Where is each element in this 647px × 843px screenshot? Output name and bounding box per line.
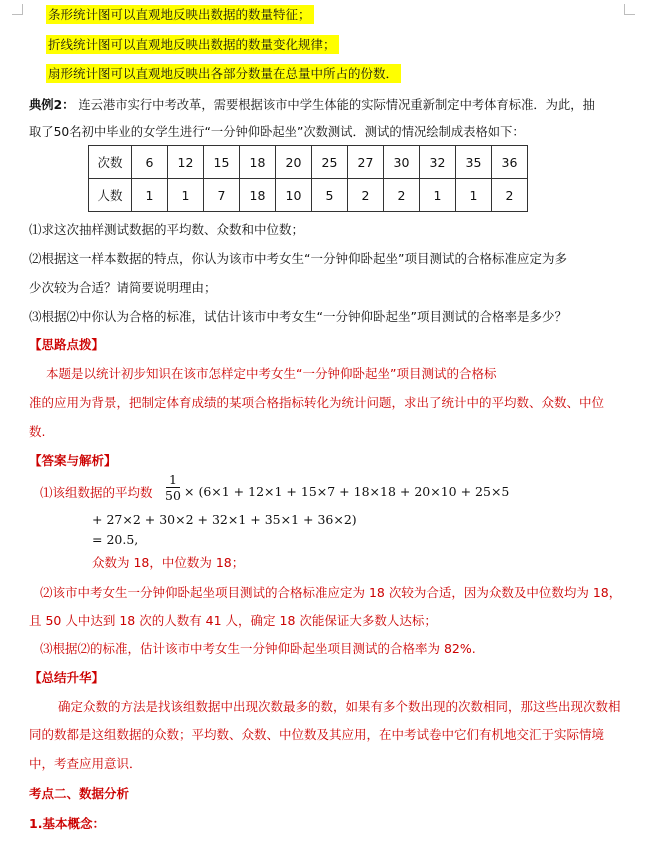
answer-2-line-2: 且 50 人中达到 18 次的人数有 41 人，确定 18 次能保证大多数人达标； — [29, 613, 437, 628]
equation-line-2: + 27×2 + 30×2 + 32×1 + 35×1 + 36×2) — [92, 512, 357, 527]
table-cell: 7 — [204, 179, 240, 212]
table-cell: 1 — [420, 179, 456, 212]
data-table — [88, 145, 528, 212]
table-cell: 6 — [132, 146, 168, 179]
table-cell: 18 — [240, 179, 276, 212]
summary-line-2: 同的数都是这组数据的众数；平均数、众数、中位数及其应用，在中考试卷中它们有机地交汇于实际情境 — [29, 727, 605, 742]
example-paragraph-line-2: 取了50名初中毕业的女学生进行“一分钟仰卧起坐”次数测试．测试的情况绘制成表格如下： — [29, 125, 525, 139]
question-1: ⑴求这次抽样测试数据的平均数、众数和中位数； — [29, 222, 305, 237]
section-title-answer: 【答案与解析】 — [29, 453, 117, 468]
bullet-bar-chart: 条形统计图可以直观地反映出数据的数量特征； — [46, 6, 314, 24]
tips-line-1: 本题是以统计初步知识在该市怎样定中考女生“一分钟仰卧起坐”项目测试的合格标 — [46, 366, 497, 381]
crop-mark-top-right — [624, 4, 635, 15]
row-header: 人数 — [89, 179, 132, 212]
crop-mark-top-left — [12, 4, 23, 15]
heading-kaodian-2: 考点二、数据分析 — [29, 786, 130, 801]
table-cell: 2 — [348, 179, 384, 212]
table-cell: 1 — [168, 179, 204, 212]
table-cell: 2 — [384, 179, 420, 212]
table-cell: 20 — [276, 146, 312, 179]
section-title-tips: 【思路点拨】 — [29, 337, 105, 352]
table-cell: 12 — [168, 146, 204, 179]
example-paragraph-line-1: 典例2： 连云港市实行中考改革，需要根据该市中学生体能的实际情况重新制定中考体育标准．为此，抽 — [29, 98, 595, 112]
table-cell: 1 — [132, 179, 168, 212]
summary-line-1: 确定众数的方法是找该组数据中出现次数最多的数，如果有多个数出现的次数相同，那这些出现次数相 — [58, 699, 621, 714]
table-cell: 2 — [492, 179, 528, 212]
table-cell: 27 — [348, 146, 384, 179]
equation-line-1: × (6×1 + 12×1 + 15×7 + 18×18 + 20×10 + 25×5 — [184, 484, 510, 499]
table-cell: 32 — [420, 146, 456, 179]
tips-line-2: 准的应用为背景，把制定体育成绩的某项合格指标转化为统计问题，求出了统计中的平均数、众数、中位 — [29, 395, 605, 410]
table-row-counts — [89, 146, 528, 179]
question-3: ⑶根据⑵中你认为合格的标准，试估计该市中考女生“一分钟仰卧起坐”项目测试的合格率是多少？ — [29, 309, 567, 324]
answer-1-result: 众数为 18，中位数为 18； — [92, 555, 245, 570]
answer-3: ⑶根据⑵的标准，估计该市中考女生一分钟仰卧起坐项目测试的合格率为 82%. — [40, 641, 476, 656]
section-title-summary: 【总结升华】 — [29, 670, 105, 685]
table-cell: 25 — [312, 146, 348, 179]
table-cell: 35 — [456, 146, 492, 179]
table-cell: 15 — [204, 146, 240, 179]
table-row-people — [89, 179, 528, 212]
table-cell: 18 — [240, 146, 276, 179]
equation-line-3: = 20.5, — [92, 532, 139, 547]
table-cell: 1 — [456, 179, 492, 212]
answer-1-prefix: ⑴该组数据的平均数 — [40, 485, 153, 500]
question-2-line-1: ⑵根据这一样本数据的特点，你认为该市中考女生“一分钟仰卧起坐”项目测试的合格标准应定为多 — [29, 251, 567, 266]
answer-2-line-1: ⑵该市中考女生一分钟仰卧起坐项目测试的合格标准应定为 18 次较为合适，因为众数及中位数均为 18， — [40, 585, 622, 600]
table-cell: 10 — [276, 179, 312, 212]
tips-line-3: 数. — [29, 424, 46, 439]
table-cell: 36 — [492, 146, 528, 179]
fraction-1-over-50: 1 50 — [165, 472, 181, 503]
question-2-line-2: 少次较为合适？请简要说明理由； — [29, 280, 217, 295]
bullet-pie-chart: 扇形统计图可以直观地反映出各部分数量在总量中所占的份数． — [46, 65, 401, 83]
table-cell: 30 — [384, 146, 420, 179]
row-header: 次数 — [89, 146, 132, 179]
table-cell: 5 — [312, 179, 348, 212]
summary-line-3: 中，考查应用意识． — [29, 756, 142, 771]
subheading-basic-concepts: 1.基本概念： — [29, 816, 105, 831]
bullet-line-chart: 折线统计图可以直观地反映出数据的数量变化规律； — [46, 36, 339, 54]
